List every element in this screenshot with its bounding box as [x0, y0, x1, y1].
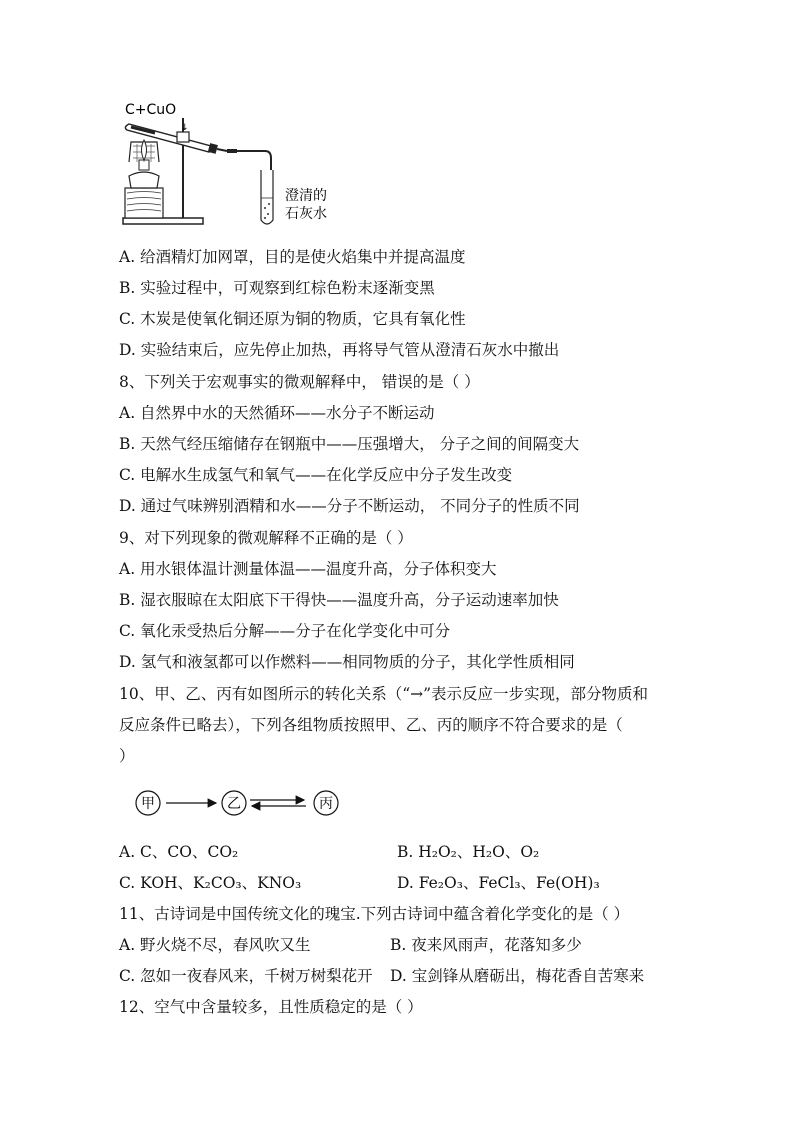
- q10-stem-line-1: 10、甲、乙、丙有如图所示的转化关系（“→”表示反应一步实现，部分物质和: [119, 685, 649, 703]
- q9-option-d: D. 氢气和液氢都可以作燃料——相同物质的分子，其化学性质相同: [119, 653, 575, 671]
- q7-option-d: D. 实验结束后，应先停止加热，再将导气管从澄清石灰水中撤出: [119, 341, 560, 359]
- q9-option-a: A. 用水银体温计测量体温——温度升高，分子体积变大: [119, 560, 497, 578]
- q11-option-d: D. 宝剑锋从磨砺出，梅花香自苦寒来: [390, 967, 645, 985]
- q8-option-b: B. 天然气经压缩储存在钢瓶中——压强增大， 分子之间的间隔变大: [119, 435, 580, 453]
- q10-stem-line-2: 反应条件已略去），下列各组物质按照甲、乙、丙的顺序不符合要求的是（: [119, 716, 623, 734]
- q12-stem: 12、空气中含量较多，且性质稳定的是（ ）: [119, 998, 423, 1016]
- q8-option-a: A. 自然界中水的天然循环——水分子不断运动: [119, 404, 435, 422]
- node-bing-label: 丙: [319, 796, 333, 812]
- q10-stem-line-3: ）: [119, 747, 135, 765]
- node-jia-label: 甲: [141, 796, 155, 812]
- stand-base: [123, 218, 203, 224]
- q8-option-c: C. 电解水生成氢气和氧气——在化学反应中分子发生改变: [119, 466, 513, 484]
- alcohol-lamp: [129, 172, 159, 188]
- svg-text:↓: ↓: [181, 123, 189, 133]
- limewater-label-1: 澄清的: [285, 188, 327, 204]
- carbon-reduction-apparatus-figure: [115, 100, 345, 230]
- q9-option-b: B. 湿衣服晾在太阳底下干得快——温度升高，分子运动速率加快: [119, 591, 559, 609]
- q11-stem: 11、古诗词是中国传统文化的瑰宝.下列古诗词中蕴含着化学变化的是（ ）: [119, 905, 630, 923]
- q7-option-b: B. 实验过程中，可观察到红棕色粉末逐渐变黑: [119, 279, 435, 297]
- limewater-label-2: 石灰水: [285, 206, 327, 222]
- reactant-label: C+CuO: [125, 102, 177, 118]
- node-yi-label: 乙: [227, 796, 241, 812]
- q7-option-a: A. 给酒精灯加网罩，目的是使火焰集中并提高温度: [119, 248, 466, 266]
- q11-option-a: A. 野火烧不尽，春风吹又生: [119, 936, 311, 954]
- q11-option-c: C. 忽如一夜春风来，千树万树梨花开: [119, 967, 373, 985]
- q10-option-b: B. H₂O₂、H₂O、O₂: [397, 843, 540, 861]
- q8-option-d: D. 通过气味辨别酒精和水——分子不断运动， 不同分子的性质不同: [119, 497, 580, 515]
- q10-option-c: C. KOH、K₂CO₃、KNO₃: [119, 874, 302, 892]
- receiving-tube: [261, 170, 273, 224]
- conversion-scheme-diagram: [130, 786, 345, 820]
- q11-option-b: B. 夜来风雨声，花落知多少: [390, 936, 582, 954]
- rubber-tube: [227, 149, 237, 153]
- q9-option-c: C. 氧化汞受热后分解——分子在化学变化中可分: [119, 622, 451, 640]
- q10-option-d: D. Fe₂O₃、FeCl₃、Fe(OH)₃: [397, 874, 600, 892]
- q10-option-a: A. C、CO、CO₂: [119, 843, 239, 861]
- q7-option-c: C. 木炭是使氧化铜还原为铜的物质，它具有氧化性: [119, 310, 466, 328]
- q8-stem: 8、下列关于宏观事实的微观解释中， 错误的是（ ）: [119, 373, 480, 391]
- clamp: [177, 132, 189, 142]
- q9-stem: 9、对下列现象的微观解释不正确的是（ ）: [119, 529, 413, 547]
